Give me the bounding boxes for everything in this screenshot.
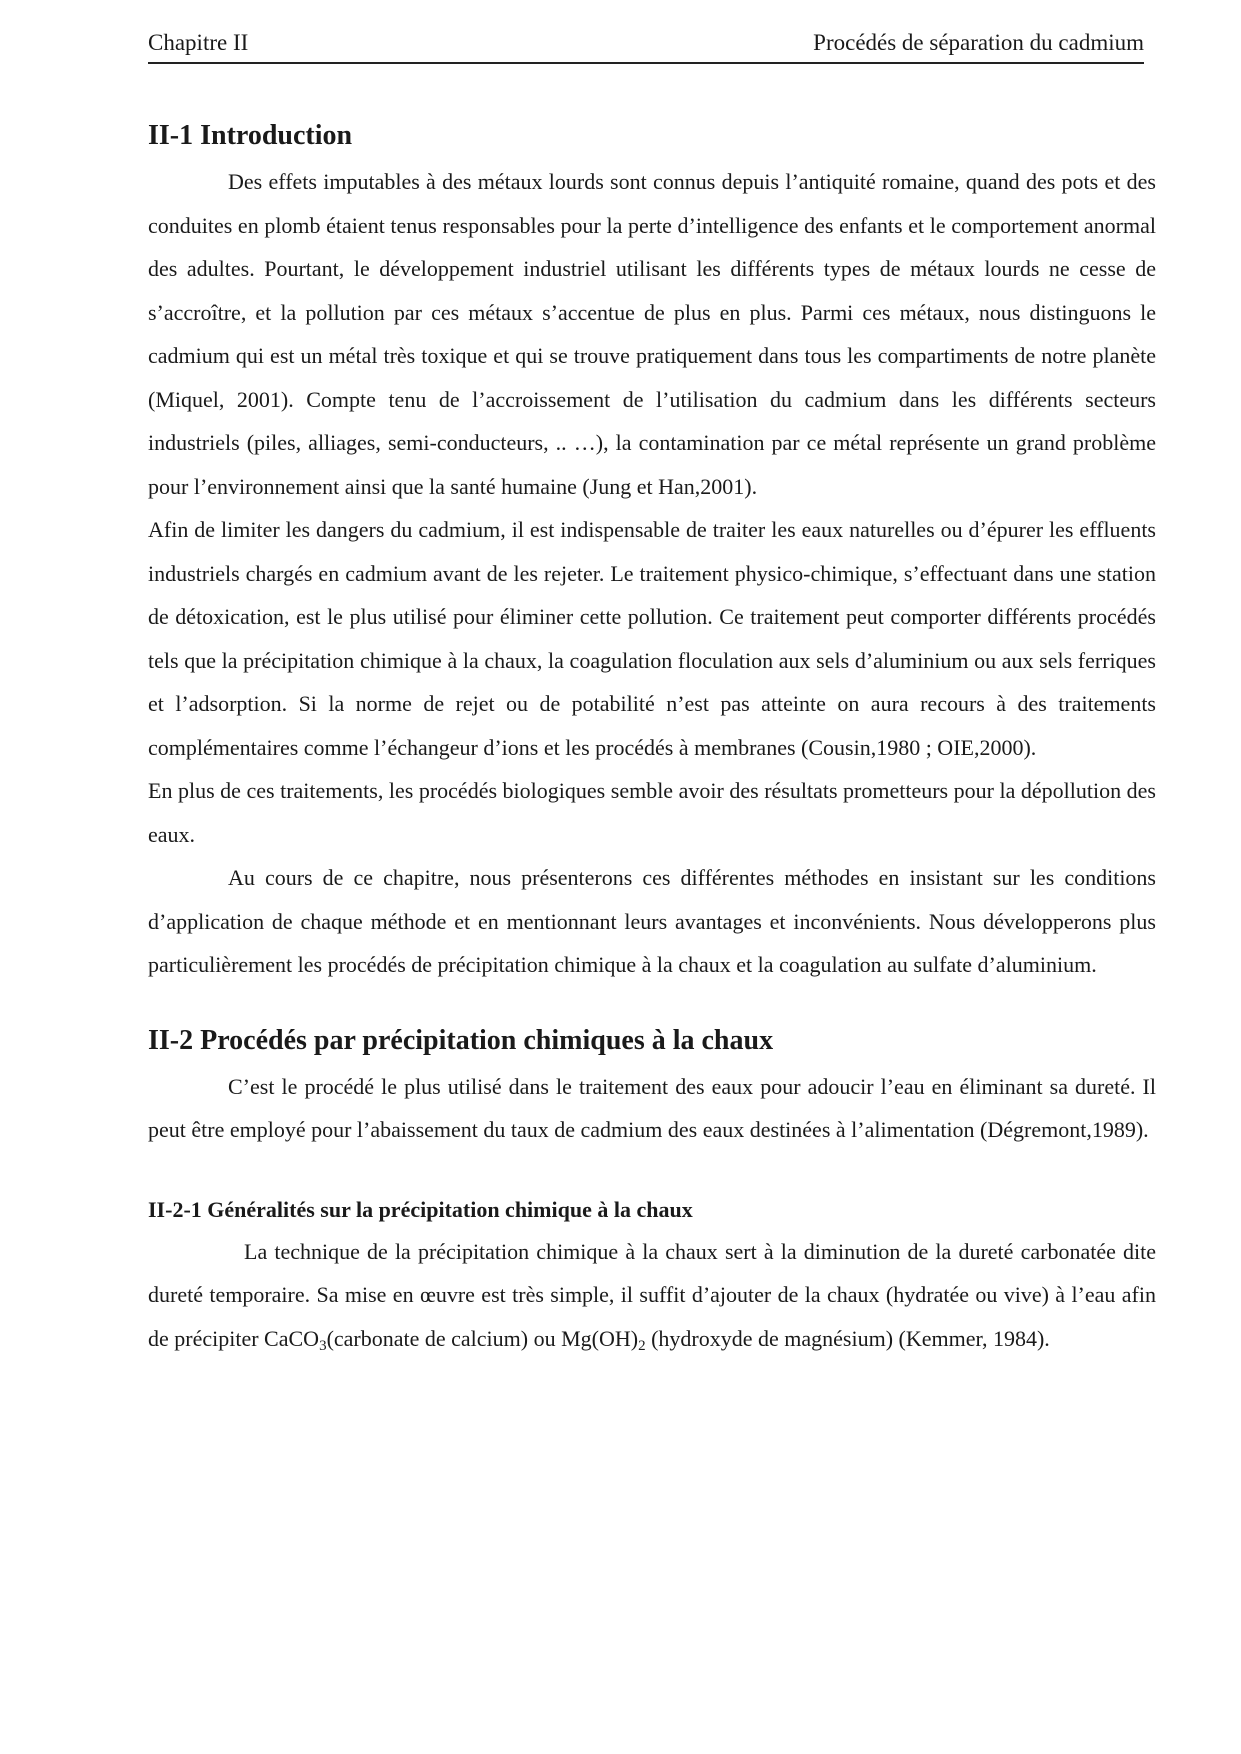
section-title-precipitation: II-2 Procédés par précipitation chimiques à la chaux [148,1024,774,1056]
paragraph-text: (carbonate de calcium) ou Mg(OH) [326,1325,639,1351]
page-content [148,116,1156,1360]
paragraph-text: (hydroxyde de magnésium) (Kemmer, 1984). [645,1325,1050,1351]
page-header [148,28,1144,64]
paragraph: En plus de ces traitements, les procédés biologiques semble avoir des résultats prometteurs pour la dépollution des eaux. [148,778,1156,847]
running-title: Procédés de séparation du cadmium [813,30,1144,55]
subscript: 2 [638,1337,646,1354]
paragraph [148,1230,1156,1361]
chapter-label: Chapitre II [148,30,249,55]
paragraph-text: La technique de la précipitation chimique à la chaux sert à la diminution de la dureté carbonatée dite dureté temporaire. Sa mise en œuvre est très simple, il suffit d’ajouter de la chaux (hydratée ou vive) à l’eau afin de précipiter CaCO [148,1238,1156,1351]
paragraph: C’est le procédé le plus utilisé dans le traitement des eaux pour adoucir l’eau en éliminant sa dureté. Il peut être employé pour l’abaissement du taux de cadmium des eaux destinées à l’alimentation (Dégremont,1989). [148,1073,1156,1142]
subsection-title-generalites: II-2-1 Généralités sur la précipitation chimique à la chaux [148,1196,693,1222]
subscript: 3 [319,1337,327,1354]
paragraph: Des effets imputables à des métaux lourds sont connus depuis l’antiquité romaine, quand des pots et des conduites en plomb étaient tenus responsables pour la perte d’intelligence des enfants et le comportement anormal des adultes. Pourtant, le développement industriel utilisant les différents types de métaux lourds ne cesse de s’accroître, et la pollution par ces métaux s’accentue de plus en plus. Parmi ces métaux, nous distinguons le cadmium qui est un métal très toxique et qui se trouve pratiquement dans tous les compartiments de notre planète (Miquel, 2001). Compte tenu de l’accroissement de l’utilisation du cadmium dans les différents secteurs industriels (piles, alliages, semi-conducteurs, .. …), la contamination par ce métal représente un grand problème pour l’environnement ainsi que la santé humaine (Jung et Han,2001). [148,169,1156,499]
section-title-introduction: II-1 Introduction [148,120,353,151]
paragraph: Au cours de ce chapitre, nous présenterons ces différentes méthodes en insistant sur les conditions d’application de chaque méthode et en mentionnant leurs avantages et inconvénients. Nous développerons plus particulièrement les procédés de précipitation chimique à la chaux et la coagulation au sulfate d’aluminium. [148,865,1156,977]
paragraph: Afin de limiter les dangers du cadmium, il est indispensable de traiter les eaux naturelles ou d’épurer les effluents industriels chargés en cadmium avant de les rejeter. Le traitement physico-chimique, s’effectuant dans une station de détoxication, est le plus utilisé pour éliminer cette pollution. Ce traitement peut comporter différents procédés tels que la précipitation chimique à la chaux, la coagulation floculation aux sels d’aluminium ou aux sels ferriques et l’adsorption. Si la norme de rejet ou de potabilité n’est pas atteinte on aura recours à des traitements complémentaires comme l’échangeur d’ions et les procédés à membranes (Cousin,1980 ; OIE,2000). [148,517,1156,760]
